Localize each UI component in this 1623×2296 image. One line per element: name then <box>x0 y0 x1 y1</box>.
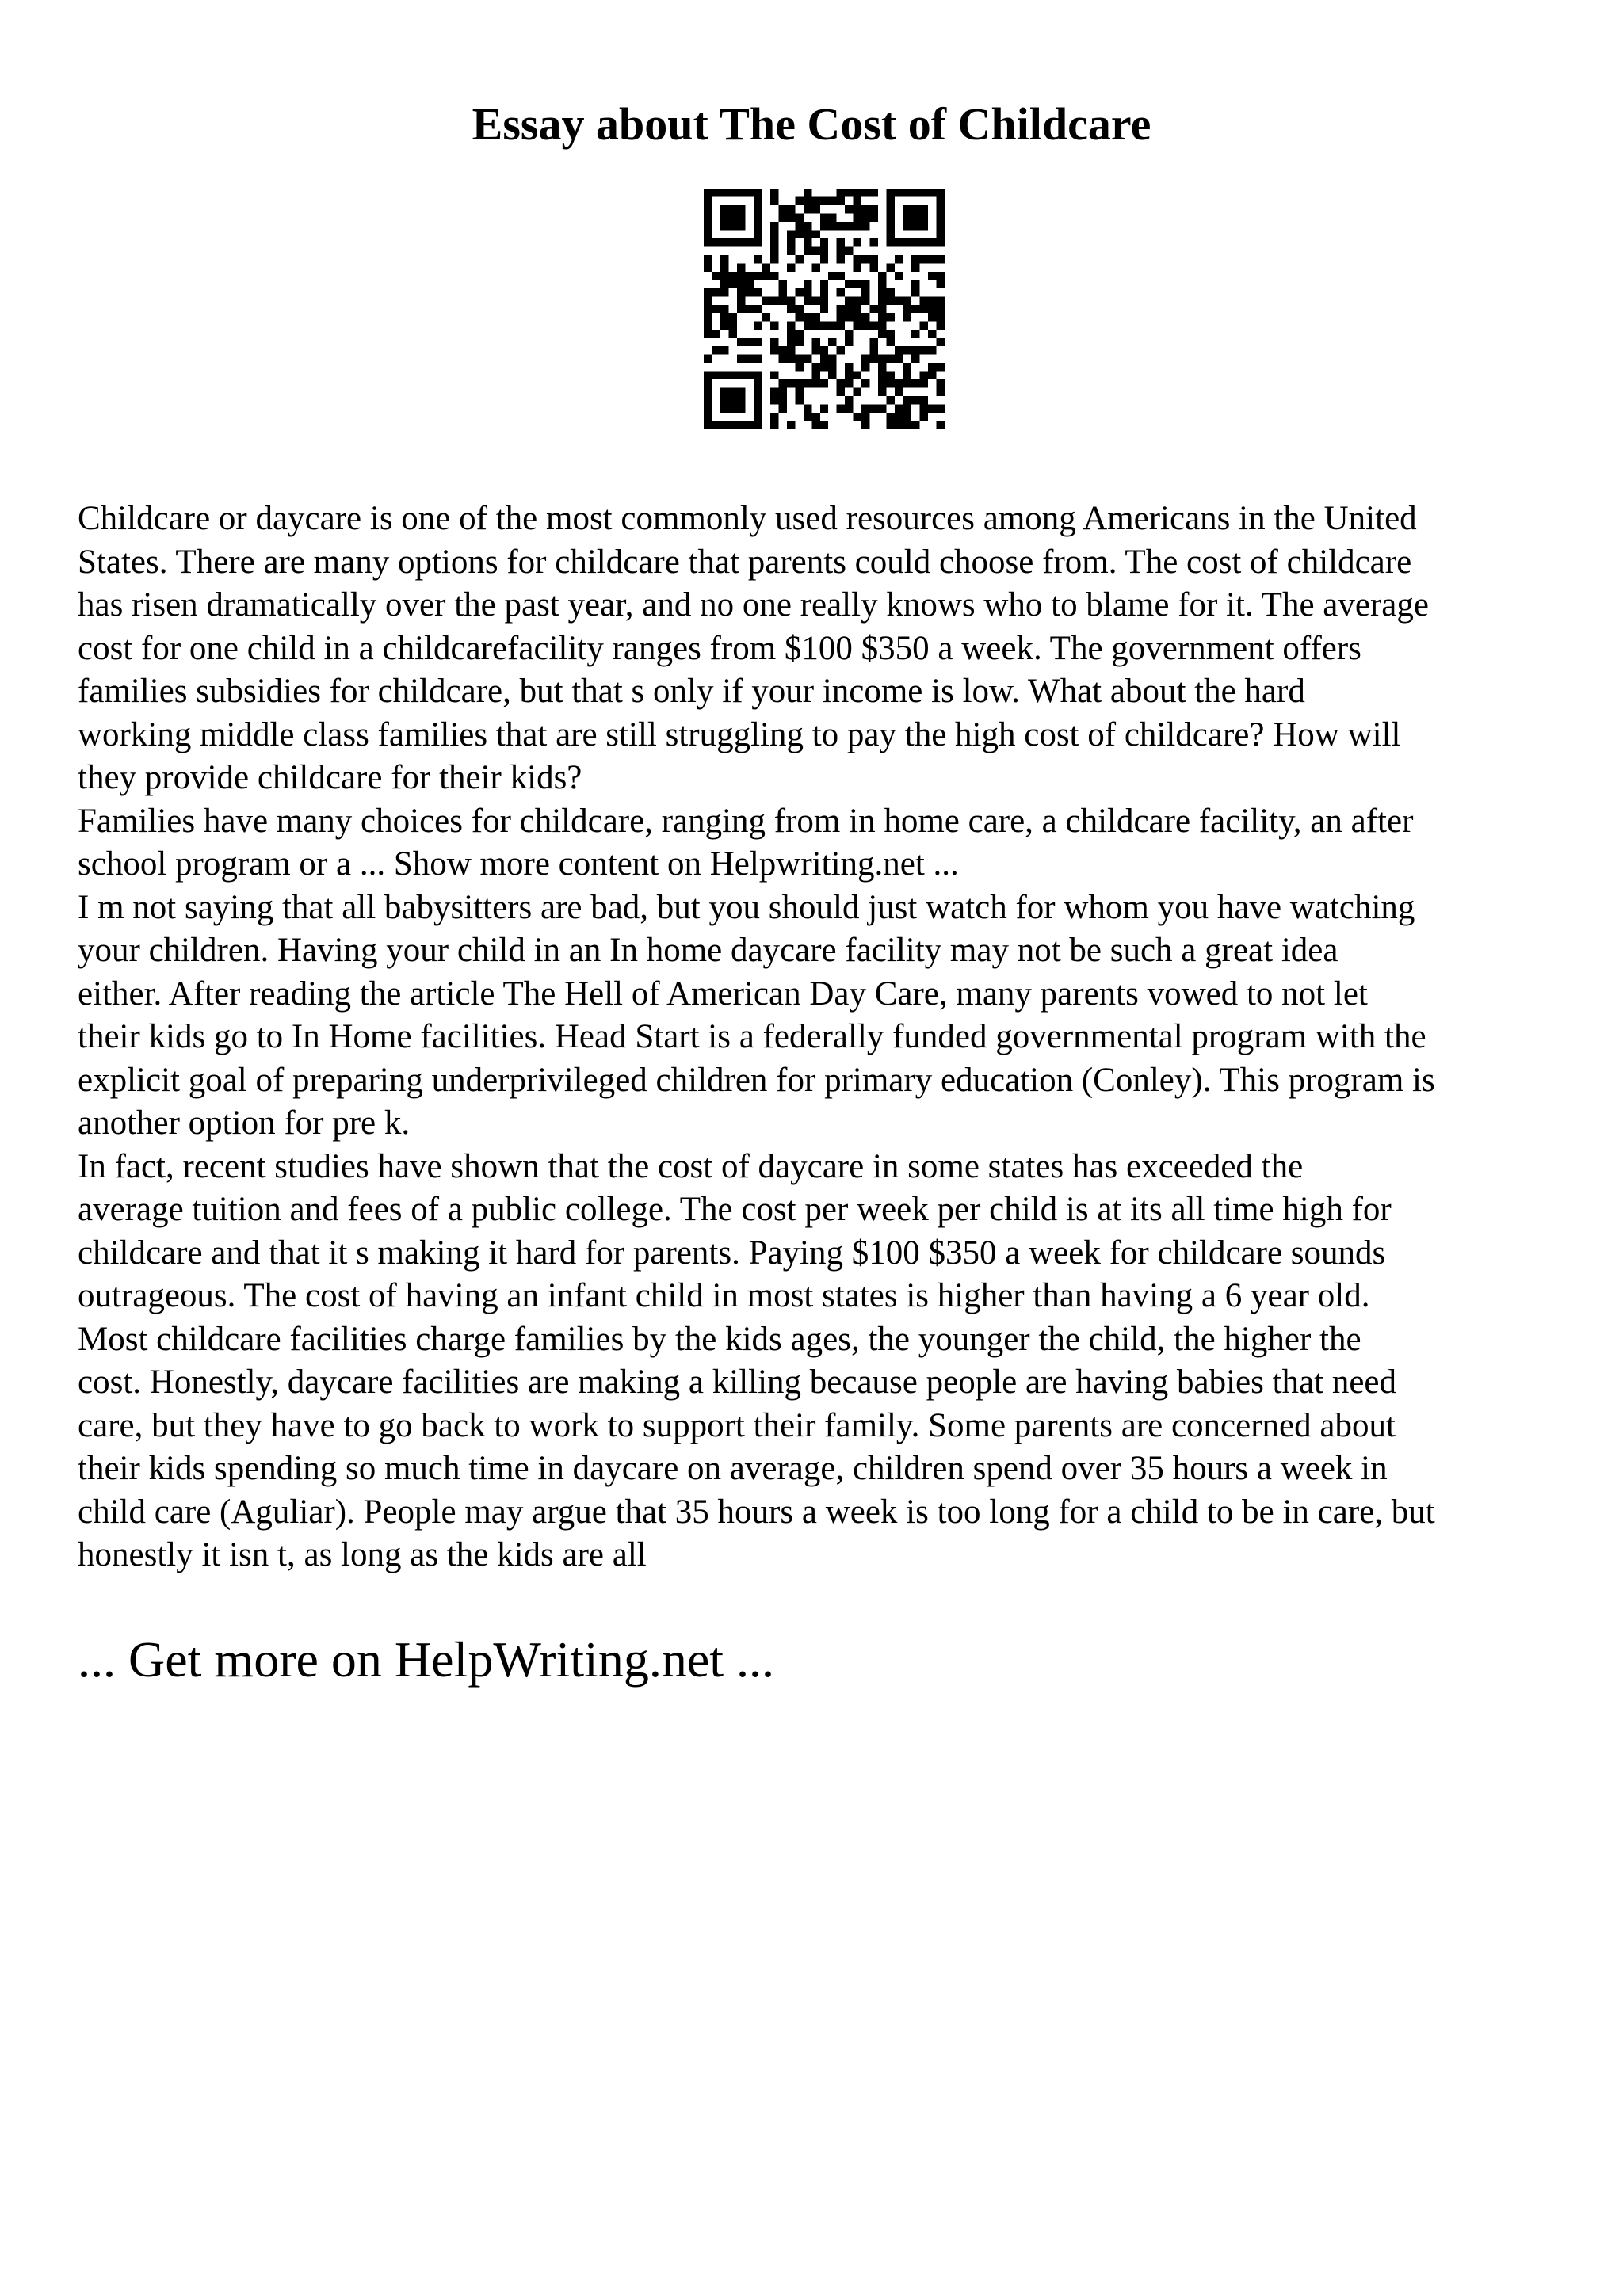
text-line: their kids go to In Home facilities. Head Start is a federally funded governmental program with the <box>78 1018 1426 1055</box>
text-line: Most childcare facilities charge families by the kids ages, the younger the child, the higher the <box>78 1320 1361 1358</box>
text-line: average tuition and fees of a public college. The cost per week per child is at its all time high for <box>78 1191 1392 1228</box>
text-line: either. After reading the article The Hell of American Day Care, many parents vowed to not let <box>78 974 1368 1013</box>
show-more-line[interactable]: school program or a ... Show more content on Helpwriting.net ... <box>78 845 959 883</box>
text-line: childcare and that it s making it hard for parents. Paying $100 $350 a week for childcare sounds <box>78 1234 1386 1272</box>
text-line: Childcare or daycare is one of the most commonly used resources among Americans in the United <box>78 500 1417 537</box>
text-line: their kids spending so much time in daycare on average, children spend over 35 hours a week in <box>78 1450 1388 1487</box>
text-line: they provide childcare for their kids? <box>78 759 582 796</box>
paragraph-1 <box>78 498 1560 800</box>
paragraph-3 <box>78 887 1560 1146</box>
text-line: Families have many choices for childcare, ranging from in home care, a childcare facility, an after <box>78 802 1414 840</box>
text-line: In fact, recent studies have shown that the cost of daycare in some states has exceeded the <box>78 1147 1304 1185</box>
paragraph-2 <box>78 800 1560 887</box>
text-line: another option for pre k. <box>78 1104 411 1142</box>
essay-body <box>78 498 1560 1577</box>
text-line: your children. Having your child in an In home daycare facility may not be such a great idea <box>78 932 1338 969</box>
text-line: working middle class families that are still struggling to pay the high cost of childcare? How will <box>78 715 1401 753</box>
text-line: cost for one child in a childcarefacility ranges from $100 $350 a week. The government offers <box>78 629 1361 667</box>
text-line: outrageous. The cost of having an infant child in most states is higher than having a 6 year old. <box>78 1277 1370 1314</box>
paragraph-4 <box>78 1146 1560 1577</box>
text-line: honestly it isn t, as long as the kids are all <box>78 1536 647 1573</box>
text-line: cost. Honestly, daycare facilities are making a killing because people are having babies that need <box>78 1363 1397 1401</box>
text-line: I m not saying that all babysitters are bad, but you should just watch for whom you have watching <box>78 888 1415 926</box>
text-line: care, but they have to go back to work to support their family. Some parents are concerned about <box>78 1406 1396 1444</box>
text-line: States. There are many options for childcare that parents could choose from. The cost of childcare <box>78 543 1412 581</box>
get-more-link[interactable]: ... Get more on HelpWriting.net ... <box>78 1631 774 1688</box>
qr-code-icon[interactable] <box>704 189 945 429</box>
text-line: families subsidies for childcare, but that s only if your income is low. What about the hard <box>78 673 1305 710</box>
text-line: child care (Aguliar). People may argue that 35 hours a week is too long for a child to be in care, but <box>78 1493 1435 1531</box>
page-title: Essay about The Cost of Childcare <box>472 98 1151 150</box>
text-line: has risen dramatically over the past year, and no one really knows who to blame for it. The average <box>78 586 1429 624</box>
text-line: explicit goal of preparing underprivileged children for primary education (Conley). This program is <box>78 1061 1435 1099</box>
